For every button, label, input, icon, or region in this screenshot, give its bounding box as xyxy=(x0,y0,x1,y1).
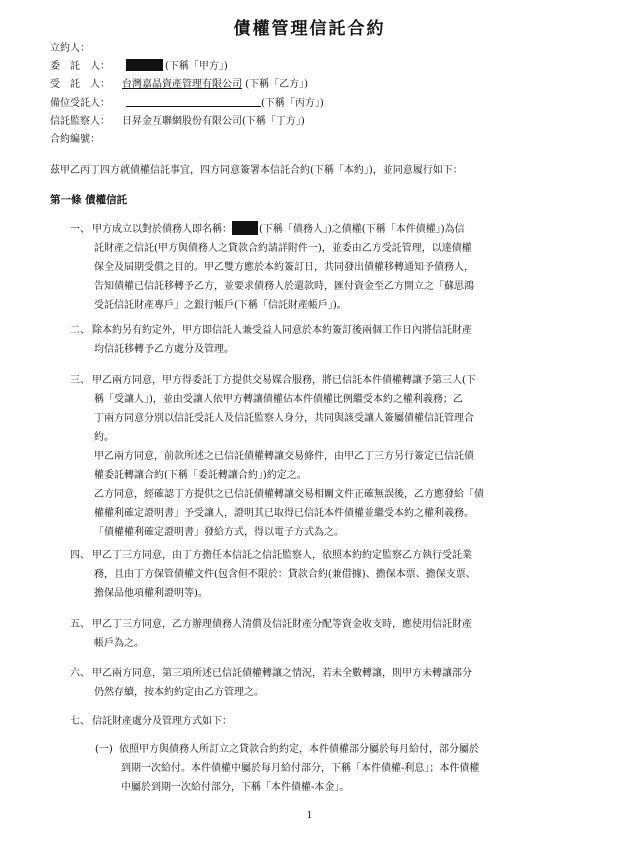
supervisor-line xyxy=(50,113,324,131)
clause-text: (下稱「債務人」)之債權(下稱「本件債權」)為信 xyxy=(259,224,465,235)
clause-line: 受託信託財產專戶」之銀行帳戶(下稱「信託財產帳戶」)。 xyxy=(94,300,347,311)
clause-line: 中屬於到期一次給付部分，下稱「本件債權-本金」。 xyxy=(121,782,350,793)
item-number: 三、 xyxy=(70,375,90,386)
subitem-number: (一) xyxy=(95,744,113,755)
clause-line: 甲乙丁三方同意，乙方辦理債務人清償及信託財產分配等資金收支時，應使用信託財產 xyxy=(92,619,472,630)
section-title: 第一條 債權信託 xyxy=(50,194,128,206)
clause-text: 甲方成立以對於債務人即名稱： xyxy=(92,224,232,235)
trustee-line xyxy=(50,76,324,94)
clause-item-3 xyxy=(70,371,484,542)
clause-item-4 xyxy=(70,546,476,603)
parties-block xyxy=(50,40,324,149)
intro-paragraph: 茲甲乙丙丁四方就債權信託事宜，四方同意簽署本信託合約(下稱「本約」)，並同意履行如下： xyxy=(50,165,463,176)
principal-suffix: (下稱「甲方」) xyxy=(165,61,228,73)
clause-line: 除本約另有約定外，甲方即信託人兼受益人同意於本約簽訂後兩個工作日內將信託財產 xyxy=(92,325,472,336)
reserve-trustee-line xyxy=(50,95,324,113)
clause-line: 甲乙丁三方同意，由丁方擔任本信託之信託監察人，依照本約約定監察乙方執行受託業 xyxy=(92,550,472,561)
item-number: 六、 xyxy=(70,668,90,679)
clause-item-7 xyxy=(70,712,232,731)
clause-line: 甲乙兩方同意，前款所述之已信託債權轉讓交易條件，由甲乙丁三方另行簽定已信託債 xyxy=(94,451,474,462)
clause-item-6 xyxy=(70,664,472,702)
clause-line: 權委託轉讓合約(下稱「委託轉讓合約」)約定之。 xyxy=(94,470,307,481)
clause-line: 務，且由丁方保管債權文件(包含但不限於：貸款合約(兼借據)、擔保本票、擔保支票、 xyxy=(94,569,476,580)
clause-line: 丁兩方同意分別以信託受託人及信託監察人身分，共同與該受讓人簽屬債權信託管理合 xyxy=(94,413,474,424)
item-number: 一、 xyxy=(70,224,90,235)
clause-line: 信託財產處分及管理方式如下： xyxy=(92,716,232,727)
clause-line: 約。 xyxy=(94,432,114,443)
clause-line: 「債權權利確定證明書」發給方式，得以電子方式為之。 xyxy=(94,527,344,538)
clause-line: 權權利確定證明書」予受讓人，證明其已取得已信託本件債權並繼受本約之權利義務。 xyxy=(94,508,474,519)
clause-line: 到期一次給付。本件債權中屬於每月給付部分，下稱「本件債權-利息」；本件債權 xyxy=(121,763,480,774)
redaction-box xyxy=(126,59,163,71)
clause-line: 告知債權已信託移轉予乙方，並要求債務人於還款時，匯付資金至乙方開立之「蘇思鴻 xyxy=(94,281,474,292)
supervisor-value: 日昇金互聯網股份有限公司(下稱「丁方」) xyxy=(122,115,305,127)
clause-line: 甲乙兩方同意，第三項所述已信託債權轉讓之情況，若未全數轉讓，則甲方未轉讓部分 xyxy=(92,668,472,679)
redaction-box xyxy=(232,221,258,235)
clause-item-5 xyxy=(70,615,472,653)
clause-line: 託財產之信託(甲方與債務人之貸款合約請詳附件一)，並委由乙方受託管理，以達債權 xyxy=(94,243,472,254)
item-number: 七、 xyxy=(70,716,90,727)
item-number: 五、 xyxy=(70,619,90,630)
clause-line: 擔保品他項權利證明等)。 xyxy=(94,588,208,599)
clause-subitem-7-1 xyxy=(95,740,479,797)
contract-number-line: 合約編號： xyxy=(50,133,100,145)
trustee-name: 台灣嘉晶資產管理有限公司 xyxy=(122,79,242,91)
clause-line: 仍然存續，按本約約定由乙方管理之。 xyxy=(94,687,264,698)
reserve-trustee-label: 備位受託人： xyxy=(50,97,110,109)
clause-line: 保全及屆期受償之目的。甲乙雙方應於本約簽訂日，共同發出債權移轉通知予債務人， xyxy=(94,262,474,273)
clause-line: 甲乙兩方同意，甲方得委託丁方提供交易媒合服務，將已信託本件債權轉讓予第三人(下 xyxy=(92,375,476,386)
clause-line: 乙方同意，經確認丁方提供之已信託債權轉讓交易相關文件正確無誤後，乙方應發給「債 xyxy=(94,489,484,500)
clause-line: 帳戶為之。 xyxy=(94,638,144,649)
page-number: 1 xyxy=(306,811,313,821)
trustee-label: 受 託 人： xyxy=(50,79,110,91)
clause-item-2 xyxy=(70,321,472,359)
item-number: 四、 xyxy=(70,550,90,561)
clause-line: 稱「受讓人」)，並由受讓人依甲方轉讓債權佔本件債權比例繼受本約之權利義務；乙 xyxy=(94,394,463,405)
clause-line: 依照甲方與債務人所訂立之貸款合約約定，本件債權部分屬於每月給付，部分屬於 xyxy=(119,744,479,755)
document-title: 債權管理信託合約 xyxy=(233,19,386,39)
principal-line xyxy=(50,58,324,76)
trustee-suffix: (下稱「乙方」) xyxy=(242,79,308,91)
principal-label: 委 託 人： xyxy=(50,61,110,73)
clause-line xyxy=(92,220,474,239)
reserve-trustee-suffix: (下稱「丙方」) xyxy=(261,97,324,109)
supervisor-label: 信託監察人： xyxy=(50,115,110,127)
signer-line: 立約人： xyxy=(50,43,90,54)
blank-underline xyxy=(126,95,261,107)
clause-line: 均信託移轉予乙方處分及管理。 xyxy=(94,344,234,355)
item-number: 二、 xyxy=(70,325,90,336)
clause-item-1 xyxy=(70,220,474,315)
